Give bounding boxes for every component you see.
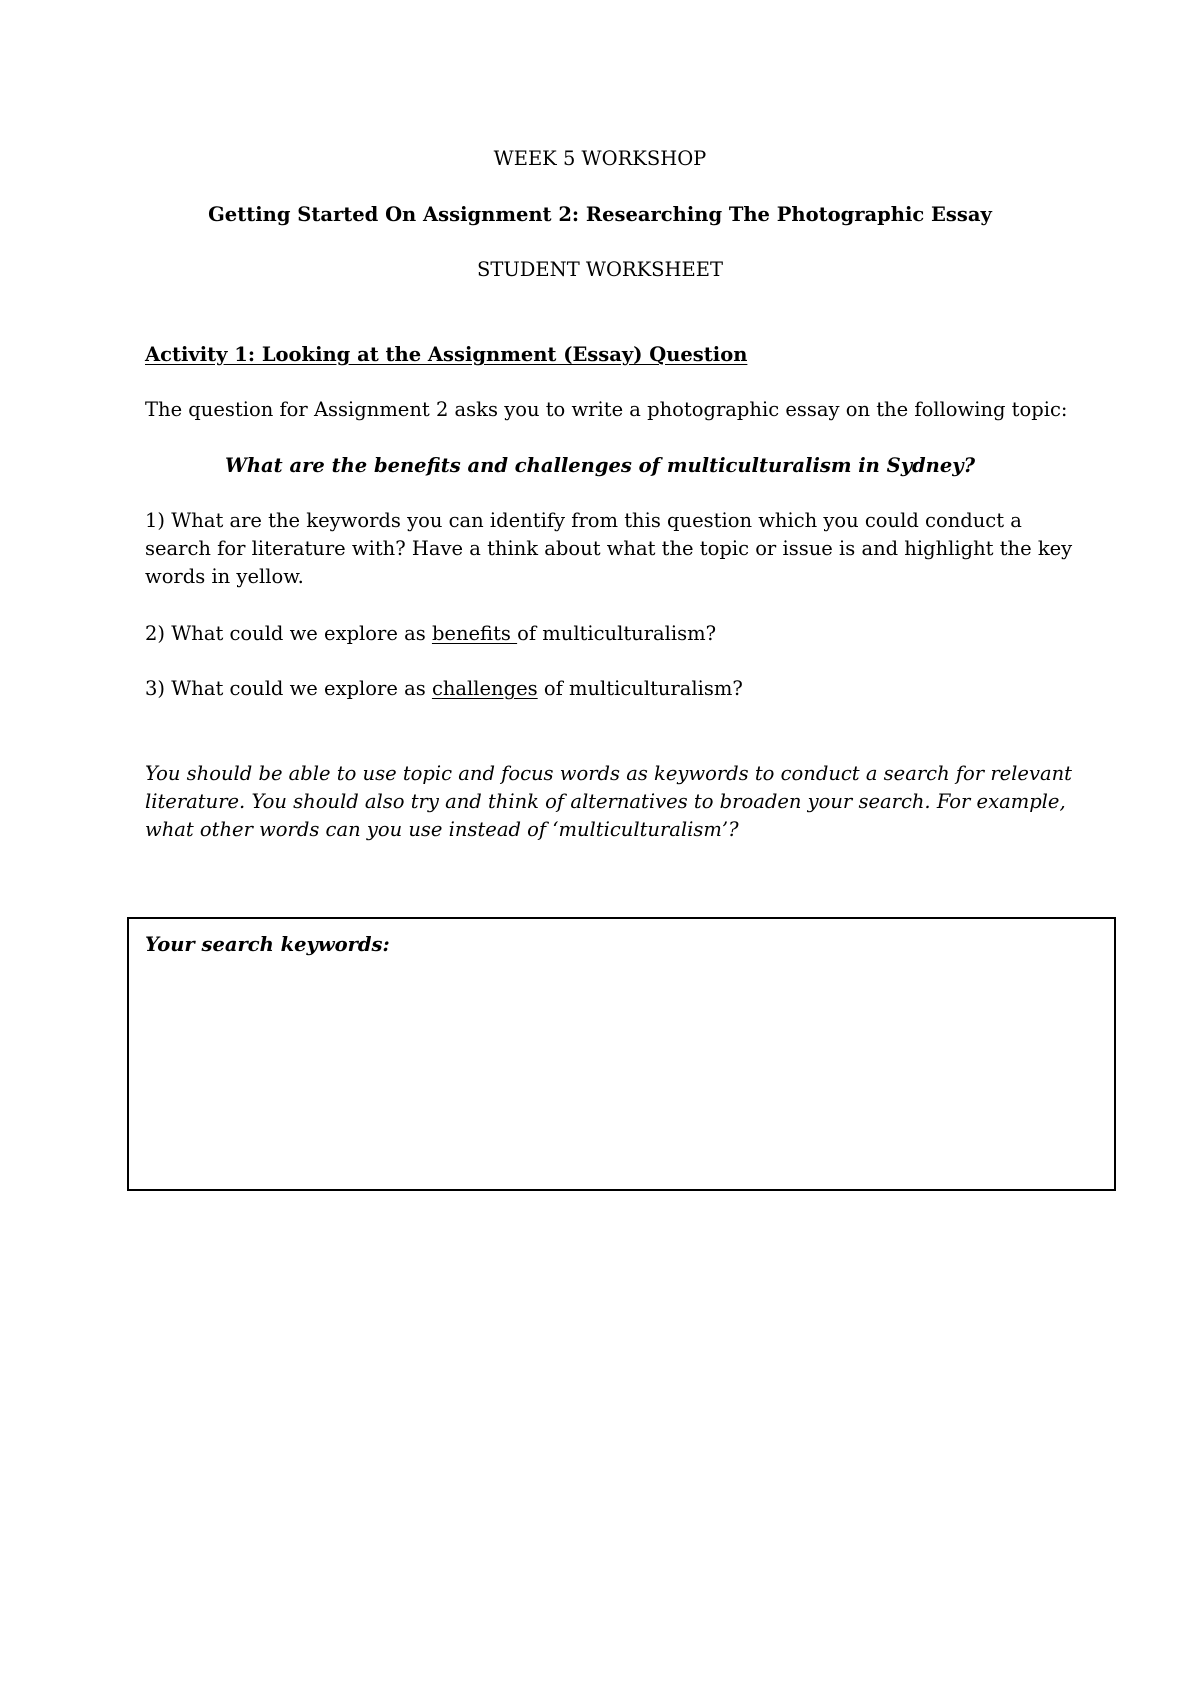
question-3-text-after: of multiculturalism? — [537, 677, 743, 700]
search-keywords-box[interactable] — [127, 917, 1116, 1191]
question-2 — [145, 624, 716, 644]
week-title: WEEK 5 WORKSHOP — [493, 147, 707, 170]
activity-heading: Activity 1: Looking at the Assignment (Essay) Question — [145, 343, 748, 366]
question-3-emphasis: challenges — [431, 677, 538, 700]
worksheet-subtitle: Getting Started On Assignment 2: Researching The Photographic Essay — [208, 203, 992, 226]
activity-intro: The question for Assignment 2 asks you to write a photographic essay on the following topic: — [145, 398, 1068, 421]
question-1: 1) What are the keywords you can identify from this question which you could conduct a search for literature with? Have a think about what the topic or issue is and highlight the key words in yellow. — [145, 509, 1073, 588]
search-keywords-label: Your search keywords: — [145, 933, 390, 956]
worksheet-title: STUDENT WORKSHEET — [476, 258, 724, 281]
question-2-text-before: 2) What could we explore as — [145, 622, 432, 645]
question-3-text-before: 3) What could we explore as — [145, 677, 432, 700]
question-2-text-after: of multiculturalism? — [517, 622, 717, 645]
question-2-emphasis: benefits — [431, 622, 518, 645]
search-tip: You should be able to use topic and focus words as keywords to conduct a search for relevant literature. You should also try and think of alternatives to broaden your search. For example, what other words can you use instead of ‘multiculturalism’? — [145, 762, 1072, 841]
question-3 — [145, 679, 743, 699]
essay-question: What are the benefits and challenges of multiculturalism in Sydney? — [224, 454, 976, 477]
